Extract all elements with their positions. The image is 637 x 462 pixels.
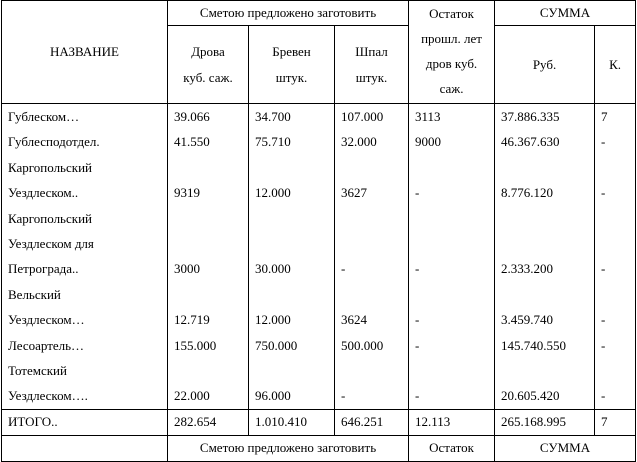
remainder-cell	[415, 206, 494, 231]
name-cell: Каргопольский	[8, 210, 92, 226]
name-cell: Петрограда..	[8, 261, 79, 277]
header-remainder	[409, 1, 495, 104]
logs-cell: 34.700	[255, 109, 291, 124]
header-sleepers-line: штук.	[355, 69, 388, 85]
sleepers-cell: -	[341, 388, 346, 404]
wood-cell	[174, 231, 248, 256]
remainder-cell	[415, 358, 494, 383]
name-cell: Уездлеском…	[8, 312, 85, 328]
remainder-column	[409, 104, 495, 410]
sleepers-cell	[341, 155, 408, 180]
body-row	[2, 104, 636, 410]
rub-cell	[501, 155, 594, 180]
sleepers-cell	[341, 231, 408, 256]
kop-cell	[601, 155, 635, 180]
name-cell: Вельский	[8, 286, 61, 302]
wood-cell: 12.719	[174, 312, 210, 328]
header-wood	[168, 26, 249, 104]
sleepers-cell: 500.000	[341, 337, 384, 353]
rub-cell	[501, 358, 594, 383]
header-wood-line: куб. саж.	[183, 69, 233, 85]
rub-cell: 20.605.420	[501, 388, 560, 404]
header-remainder-line: прошл. лет	[421, 31, 482, 46]
kop-cell: -	[601, 388, 606, 404]
remainder-cell: -	[415, 388, 420, 404]
name-cell: Гублеском…	[8, 109, 80, 124]
wood-cell: 41.550	[174, 134, 210, 150]
header-sleepers	[335, 26, 409, 104]
wood-cell: 39.066	[174, 109, 210, 124]
name-cell: Гублесподотдел.	[8, 134, 100, 150]
rub-cell: 145.740.550	[501, 337, 567, 353]
sleepers-cell: 107.000	[341, 109, 384, 124]
kop-cell	[601, 282, 635, 307]
remainder-cell: -	[415, 337, 420, 353]
kop-column	[595, 104, 636, 410]
rub-cell	[501, 231, 594, 256]
remainder-cell: 9000	[415, 134, 442, 150]
sleepers-cell: -	[341, 261, 346, 277]
wood-cell	[174, 282, 248, 307]
logs-column	[249, 104, 335, 410]
wood-column	[168, 104, 249, 410]
header-wood-line: Дрова	[191, 43, 225, 59]
rub-cell: 37.886.335	[501, 109, 560, 124]
logs-cell	[255, 206, 334, 231]
header-row-1	[2, 1, 636, 26]
total-rub: 265.168.995	[495, 409, 595, 435]
header-sleepers-line: Шпал	[355, 43, 388, 59]
kop-cell: -	[601, 261, 606, 277]
sleepers-cell: 32.000	[341, 134, 377, 150]
kop-cell: -	[601, 312, 606, 328]
wood-cell	[174, 155, 248, 180]
logs-cell: 30.000	[255, 261, 291, 277]
logs-cell: 12.000	[255, 185, 291, 201]
logs-cell	[255, 231, 334, 256]
name-cell: Тотемский	[8, 362, 67, 378]
remainder-cell: -	[415, 185, 420, 201]
name-cell: Лесоартель…	[8, 337, 85, 353]
sleepers-cell	[341, 282, 408, 307]
logs-cell	[255, 155, 334, 180]
wood-cell	[174, 206, 248, 231]
total-remainder: 12.113	[409, 409, 495, 435]
rub-cell: 3.459.740	[501, 312, 554, 328]
repeat-header-planned-group: Сметою предложено заготовить	[168, 435, 409, 461]
kop-cell	[601, 231, 635, 256]
header-name: НАЗВАНИЕ	[2, 1, 168, 104]
logs-cell: 75.710	[255, 134, 291, 150]
remainder-cell	[415, 155, 494, 180]
name-cell: Уездлеском для	[8, 235, 94, 251]
timber-plan-table	[1, 0, 636, 462]
names-column	[2, 104, 168, 410]
rub-column	[495, 104, 595, 410]
repeat-header-remainder: Остаток	[409, 435, 495, 461]
sleepers-cell	[341, 358, 408, 383]
total-kop: 7	[595, 409, 636, 435]
sleepers-column	[335, 104, 409, 410]
header-remainder-line: саж.	[439, 81, 464, 96]
total-logs: 1.010.410	[249, 409, 335, 435]
wood-cell	[174, 358, 248, 383]
remainder-cell	[415, 231, 494, 256]
repeat-header-row	[2, 435, 636, 461]
remainder-cell	[415, 282, 494, 307]
header-logs-line: штук.	[275, 69, 308, 85]
logs-cell	[255, 358, 334, 383]
rub-cell: 46.367.630	[501, 134, 560, 150]
rub-cell	[501, 282, 594, 307]
name-cell: Уездлеском..	[8, 185, 79, 201]
header-remainder-line: дров куб.	[425, 56, 478, 71]
header-remainder-line: Остаток	[429, 6, 474, 21]
total-name: ИТОГО..	[2, 409, 168, 435]
header-rub: Руб.	[495, 26, 595, 104]
wood-cell: 3000	[174, 261, 200, 277]
header-planned-group: Сметою предложено заготовить	[168, 1, 409, 26]
kop-cell	[601, 358, 635, 383]
repeat-header-sum-group: СУММА	[495, 435, 636, 461]
header-sum-group: СУММА	[495, 1, 636, 26]
sleepers-cell: 3627	[341, 185, 367, 201]
total-wood: 282.654	[168, 409, 249, 435]
kop-cell	[601, 206, 635, 231]
rub-cell: 8.776.120	[501, 185, 554, 201]
logs-cell: 96.000	[255, 388, 291, 404]
kop-cell: -	[601, 185, 606, 201]
name-cell: Уездлеском….	[8, 388, 88, 404]
wood-cell: 9319	[174, 185, 200, 201]
logs-cell: 12.000	[255, 312, 291, 328]
remainder-cell: -	[415, 261, 420, 277]
logs-cell: 750.000	[255, 337, 298, 353]
header-logs	[249, 26, 335, 104]
remainder-cell: -	[415, 312, 420, 328]
kop-cell: -	[601, 134, 606, 150]
total-row	[2, 409, 636, 435]
repeat-header-empty	[2, 435, 168, 461]
kop-cell: 7	[601, 109, 608, 124]
sleepers-cell	[341, 206, 408, 231]
header-logs-line: Бревен	[272, 43, 311, 59]
remainder-cell: 3113	[415, 109, 441, 124]
logs-cell	[255, 282, 334, 307]
sleepers-cell: 3624	[341, 312, 367, 328]
wood-cell: 155.000	[174, 337, 217, 353]
header-kop: К.	[595, 26, 636, 104]
total-sleepers: 646.251	[335, 409, 409, 435]
wood-cell: 22.000	[174, 388, 210, 404]
rub-cell: 2.333.200	[501, 261, 554, 277]
name-cell: Каргопольский	[8, 159, 92, 175]
kop-cell: -	[601, 337, 606, 353]
rub-cell	[501, 206, 594, 231]
